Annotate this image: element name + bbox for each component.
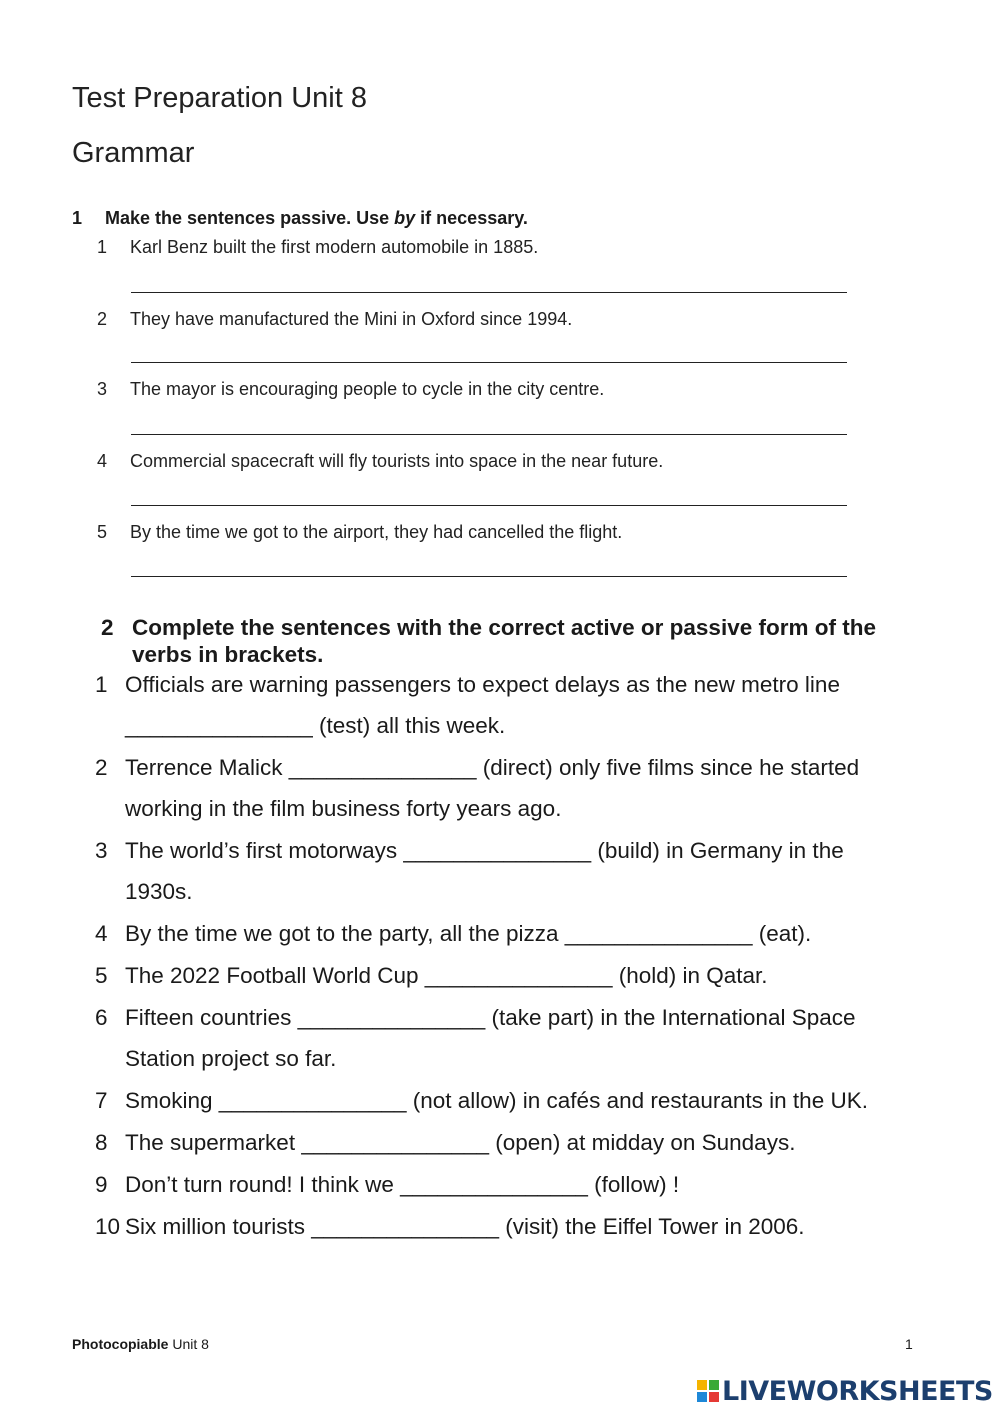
exercise-1-item: 4 Commercial spacecraft will fly tourists into space in the near future. <box>97 451 664 471</box>
exercise-number: 2 <box>101 615 114 640</box>
logo-mark-square <box>697 1380 707 1390</box>
logo-mark-square <box>709 1392 719 1402</box>
exercise-1-item: 2 They have manufactured the Mini in Oxford since 1994. <box>97 309 573 329</box>
exercise-1-item: 1 Karl Benz built the first modern automobile in 1885. <box>97 237 539 257</box>
liveworksheets-logo[interactable] <box>697 1374 993 1408</box>
exercise-2-item: 4 By the time we got to the party, all the pizza _______________ (eat). <box>95 921 812 946</box>
answer-line[interactable] <box>131 292 847 293</box>
exercise-2-item: 5 The 2022 Football World Cup _______________ (hold) in Qatar. <box>95 963 768 988</box>
answer-line[interactable] <box>131 434 847 435</box>
section-heading: Grammar <box>72 137 195 169</box>
exercise-2-item-continuation: 1930s. <box>125 879 193 904</box>
exercise-2-item: 6 Fifteen countries _______________ (take part) in the International Space <box>95 1005 856 1030</box>
exercise-2-item: 2 Terrence Malick _______________ (direct) only five films since he started <box>95 755 860 780</box>
footer-label: Photocopiable Unit 8 <box>72 1336 209 1352</box>
answer-line[interactable] <box>131 505 847 506</box>
exercise-2-item: 10 Six million tourists _______________ (visit) the Eiffel Tower in 2006. <box>95 1214 805 1239</box>
exercise-1-item: 3 The mayor is encouraging people to cycle in the city centre. <box>97 379 605 399</box>
answer-line[interactable] <box>131 362 847 363</box>
logo-mark-square <box>697 1392 707 1402</box>
page-title: Test Preparation Unit 8 <box>72 82 367 114</box>
exercise-number: 1 <box>72 208 83 228</box>
exercise-1-item: 5 By the time we got to the airport, they had cancelled the flight. <box>97 522 623 542</box>
exercise-2-item: 1 Officials are warning passengers to expect delays as the new metro line <box>95 672 840 697</box>
exercise-2-item-continuation: Station project so far. <box>125 1046 337 1071</box>
exercise-2-item: 9 Don’t turn round! I think we _______________ (follow) ! <box>95 1172 680 1197</box>
exercise-2-item: 8 The supermarket _______________ (open) at midday on Sundays. <box>95 1130 796 1155</box>
logo-mark-icon <box>697 1380 719 1402</box>
answer-line[interactable] <box>131 576 847 577</box>
exercise-1-instruction: 1 Make the sentences passive. Use by if necessary. <box>72 208 528 228</box>
exercise-2-item: 7 Smoking _______________ (not allow) in cafés and restaurants in the UK. <box>95 1088 868 1113</box>
exercise-2-instruction: 2 Complete the sentences with the correct active or passive form of the verbs in brackets. <box>101 615 876 667</box>
logo-mark-square <box>709 1380 719 1390</box>
logo-text: LIVEWORKSHEETS <box>722 1375 993 1407</box>
exercise-2-item-continuation: working in the film business forty years ago. <box>125 796 562 821</box>
exercise-2-item: 3 The world’s first motorways _______________ (build) in Germany in the <box>95 838 844 863</box>
page-number: 1 <box>905 1336 913 1352</box>
exercise-2-item-continuation: _______________ (test) all this week. <box>125 713 506 738</box>
